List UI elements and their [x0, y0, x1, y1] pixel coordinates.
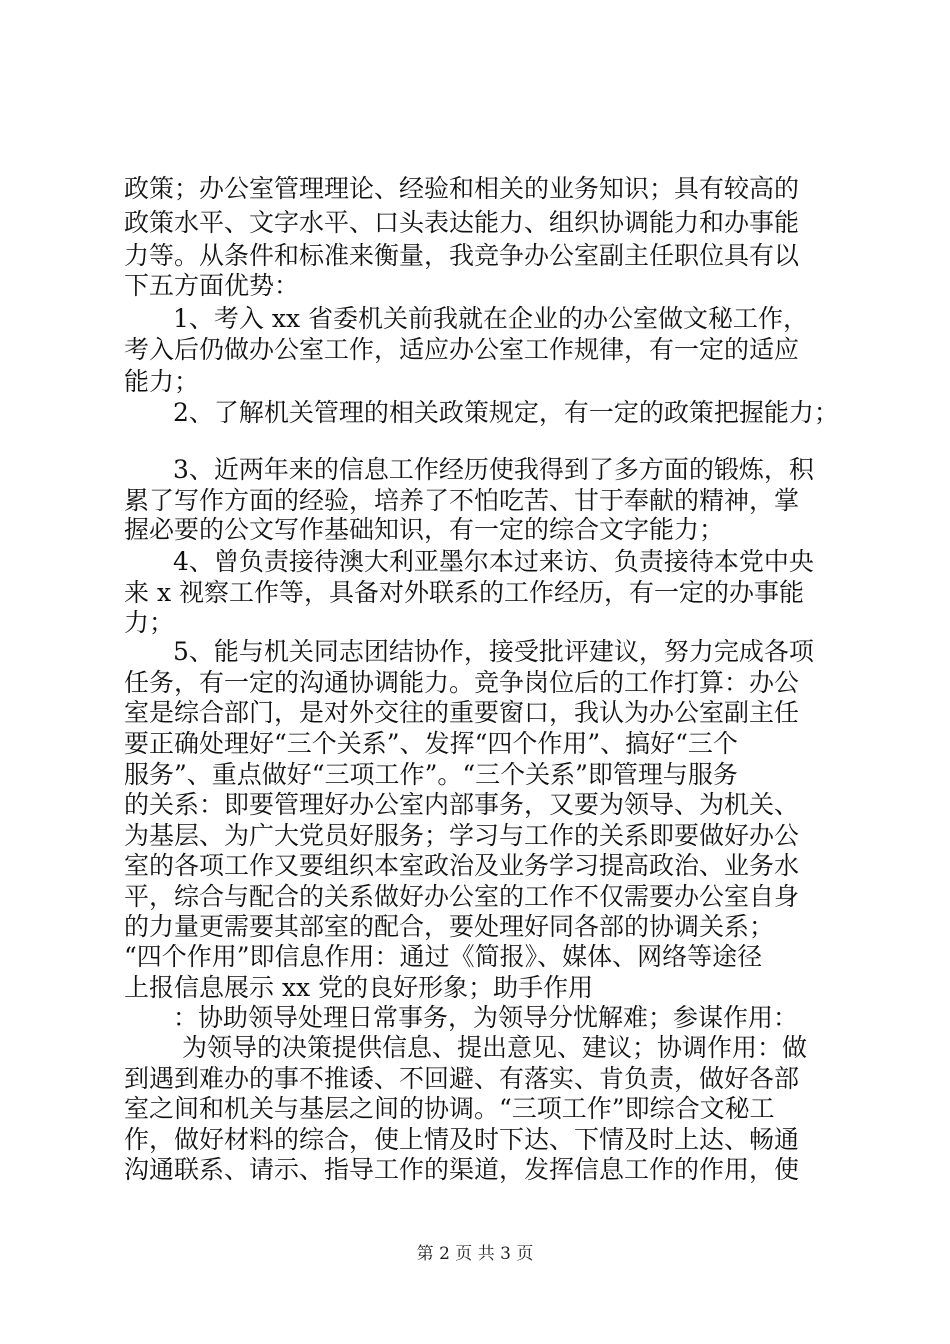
text-line: 任务，有一定的沟通协调能力。竞争岗位后的工作打算：办公: [124, 668, 800, 697]
text-line: 力等。从条件和标准来衡量，我竞争办公室副主任职位具有以: [124, 241, 800, 270]
text-line: 作，做好材料的综合，使上情及时下达、下情及时上达、畅通: [124, 1125, 800, 1154]
text-line: 政策水平、文字水平、口头表达能力、组织协调能力和办事能: [124, 208, 800, 237]
text-line: 要正确处理好“三个关系”、发挥“四个作用”、搞好“三个: [124, 729, 738, 758]
text-line: 能力；: [124, 367, 200, 396]
text-line: 上报信息展示 xx 党的良好形象；助手作用: [124, 973, 594, 1002]
text-line: 1、考入 xx 省委机关前我就在企业的办公室做文秘工作，: [173, 304, 808, 333]
text-line: 考入后仍做办公室工作，适应办公室工作规律，有一定的适应: [124, 335, 800, 364]
text-line: 2、了解机关管理的相关政策规定，有一定的政策把握能力；: [173, 398, 839, 427]
text-line: 5、能与机关同志团结协作，接受批评建议，努力完成各项: [173, 637, 814, 666]
text-line: 来 x 视察工作等，具备对外联系的工作经历，有一定的办事能: [124, 578, 804, 607]
text-line: 服务”、重点做好“三项工作”。“三个关系”即管理与服务: [124, 760, 738, 789]
text-line: 为领导的决策提供信息、提出意见、建议；协调作用：做: [182, 1033, 808, 1062]
text-line: 为基层、为广大党员好服务；学习与工作的关系即要做好办公: [124, 821, 800, 850]
text-line: 政策；办公室管理理论、经验和相关的业务知识；具有较高的: [124, 174, 800, 203]
text-line: 握必要的公文写作基础知识，有一定的综合文字能力；: [124, 515, 725, 544]
text-line: 的力量更需要其部室的配合，要处理好同各部的协调关系；: [124, 912, 775, 941]
text-line: 4、曾负责接待澳大利亚墨尔本过来访、负责接待本党中央: [173, 547, 814, 576]
text-line: 3、近两年来的信息工作经历使我得到了多方面的锻炼，积: [173, 455, 814, 484]
text-line: 累了写作方面的经验，培养了不怕吃苦、甘于奉献的精神，掌: [124, 486, 800, 515]
text-line: 力；: [124, 608, 175, 637]
text-line: “四个作用”即信息作用：通过《简报》、媒体、网络等途径: [124, 942, 763, 971]
text-line: 室的各项工作又要组织本室政治及业务学习提高政治、业务水: [124, 851, 800, 880]
text-line: 的关系：即要管理好办公室内部事务，又要为领导、为机关、: [124, 790, 800, 819]
text-line: ：协助领导处理日常事务，为领导分忧解难；参谋作用：: [173, 1003, 799, 1032]
page-number-footer: 第 2 页 共 3 页: [416, 1244, 534, 1264]
text-line: 下五方面优势：: [124, 271, 300, 300]
text-line: 沟通联系、请示、指导工作的渠道，发挥信息工作的作用，使: [124, 1155, 800, 1184]
text-line: 室之间和机关与基层之间的协调。“三项工作”即综合文秘工: [124, 1094, 775, 1123]
text-line: 到遇到难办的事不推诿、不回避、有落实、肯负责，做好各部: [124, 1064, 800, 1093]
text-line: 平，综合与配合的关系做好办公室的工作不仅需要办公室自身: [124, 882, 800, 911]
text-line: 室是综合部门，是对外交往的重要窗口，我认为办公室副主任: [124, 698, 800, 727]
